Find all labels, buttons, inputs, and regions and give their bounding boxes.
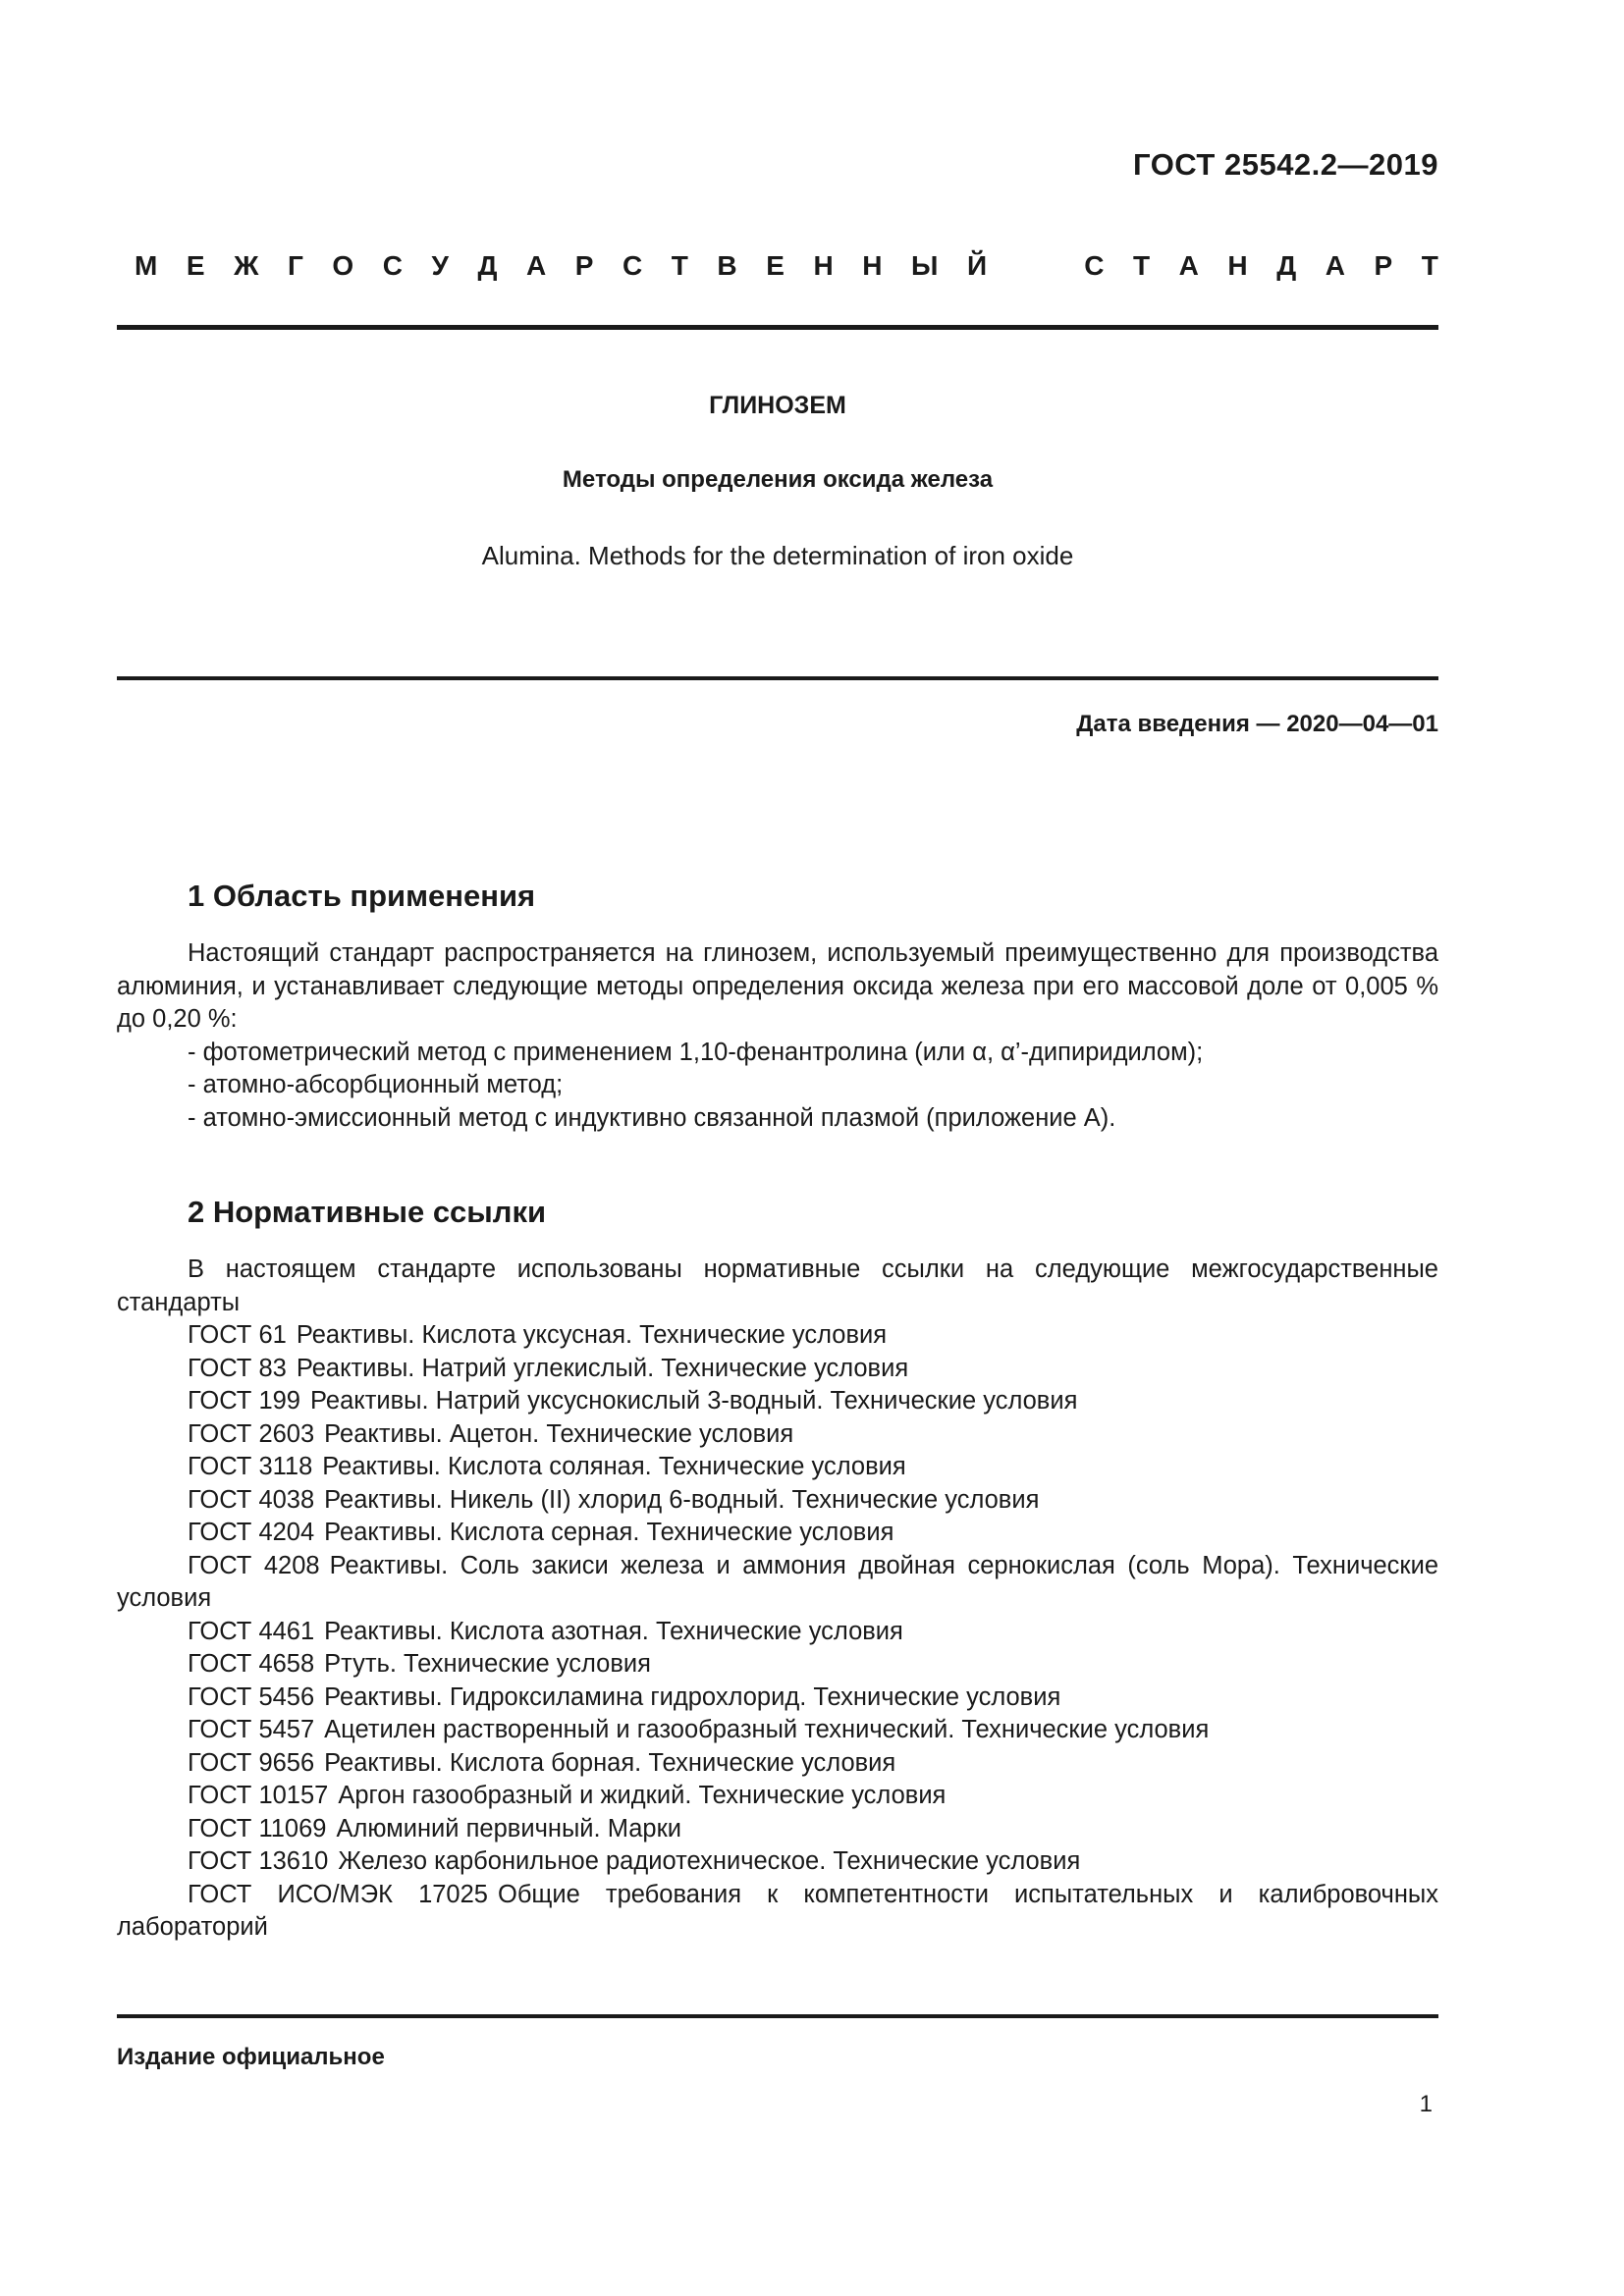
- reference-item: [117, 1484, 1438, 1518]
- banner-letter: Й: [966, 250, 988, 281]
- banner-letter: У: [431, 250, 449, 281]
- page-number: 1: [1419, 2091, 1433, 2117]
- document-title: ГЛИНОЗЕМ: [709, 392, 846, 419]
- reference-code: ГОСТ 5456: [188, 1682, 315, 1711]
- section-2-paragraph: В настоящем стандарте использованы нормативные ссылки на следующие межгосударственные стандарты: [117, 1255, 1438, 1316]
- banner-letter: Р: [574, 250, 594, 281]
- reference-title: Реактивы. Ацетон. Технические условия: [324, 1419, 794, 1448]
- banner-letter: Д: [1276, 250, 1297, 281]
- reference-title: Реактивы. Кислота серная. Технические условия: [324, 1519, 894, 1546]
- reference-title: Реактивы. Натрий уксуснокислый 3-водный. Технические условия: [310, 1387, 1078, 1415]
- reference-code: ГОСТ 10157: [188, 1782, 329, 1809]
- banner-letter: Н: [813, 250, 834, 281]
- banner-letter: О: [332, 250, 354, 281]
- reference-title: Ацетилен растворенный и газообразный технический. Технические условия: [324, 1716, 1210, 1743]
- banner-letter: Ж: [234, 250, 259, 281]
- document-title-english: Alumina. Methods for the determination of iron oxide: [481, 541, 1074, 570]
- banner-letter: Н: [862, 250, 883, 281]
- document-page: [117, 0, 1438, 2296]
- reference-item: [117, 1813, 1438, 1846]
- banner-letter: Е: [186, 250, 205, 281]
- banner-letter: Д: [477, 250, 498, 281]
- section-2-body: [117, 1254, 1438, 1945]
- section-1-paragraph: Настоящий стандарт распространяется на глинозем, используемый преимущественно для производства алюминия, и устанавливает следующие методы определения оксида железа при его массовой доле от 0,005 % до 0,20 %:: [117, 939, 1438, 1033]
- banner-letter: Ы: [911, 250, 939, 281]
- reference-item: [117, 1714, 1438, 1747]
- reference-item: [117, 1682, 1438, 1715]
- section-2-heading: 2 Нормативные ссылки: [188, 1195, 547, 1229]
- document-subtitle: Методы определения оксида железа: [562, 466, 994, 493]
- banner-letter: Т: [671, 250, 688, 281]
- list-item: - фотометрический метод с применением 1,10-фенантролина (или α, α’-дипиридилом);: [188, 1038, 1204, 1066]
- banner-letter: Т: [1421, 250, 1438, 281]
- reference-code: ГОСТ 13610: [188, 1847, 329, 1875]
- reference-item: [117, 1845, 1438, 1879]
- reference-code: ГОСТ 4038: [188, 1485, 315, 1514]
- reference-code: ГОСТ 199: [188, 1387, 300, 1415]
- bottom-rule: [117, 2014, 1438, 2018]
- reference-title: Реактивы. Кислота соляная. Технические условия: [322, 1453, 906, 1480]
- introduction-date: Дата введения — 2020—04—01: [1076, 711, 1438, 737]
- reference-code: ГОСТ 4658: [188, 1650, 315, 1678]
- banner-letter: С: [1084, 250, 1105, 281]
- banner-letter: Т: [1132, 250, 1151, 281]
- reference-code: ГОСТ 4208: [188, 1551, 320, 1579]
- reference-title: Железо карбонильное радиотехническое. Технические условия: [338, 1847, 1081, 1875]
- banner-letter: Е: [766, 250, 785, 281]
- banner-letter: М: [135, 250, 158, 281]
- reference-title: Реактивы. Кислота азотная. Технические условия: [324, 1617, 903, 1645]
- list-item: - атомно-абсорбционный метод;: [188, 1071, 564, 1098]
- banner-letter: Р: [1374, 250, 1393, 281]
- banner-letter: Н: [1227, 250, 1248, 281]
- reference-title: Реактивы. Гидроксиламина гидрохлорид. Технические условия: [324, 1682, 1061, 1711]
- banner-letter: С: [622, 250, 643, 281]
- reference-code: ГОСТ 9656: [188, 1748, 315, 1777]
- reference-item: [117, 1648, 1438, 1682]
- reference-title: Ртуть. Технические условия: [324, 1650, 651, 1678]
- reference-title: Реактивы. Кислота борная. Технические условия: [324, 1748, 896, 1777]
- list-item: - атомно-эмиссионный метод с индуктивно связанной плазмой (приложение А).: [188, 1103, 1116, 1132]
- reference-item: [117, 1385, 1438, 1418]
- reference-title: Общие требования к компетентности испытательных и калибровочных лабораторий: [117, 1880, 1438, 1941]
- banner-letter: В: [717, 250, 737, 281]
- reference-item: [117, 1747, 1438, 1781]
- reference-code: ГОСТ 4461: [188, 1617, 315, 1645]
- banner-letter: Г: [287, 250, 303, 281]
- banner-letter: С: [382, 250, 403, 281]
- section-1-body: [117, 937, 1438, 1135]
- reference-item: [117, 1616, 1438, 1649]
- reference-item: [117, 1550, 1438, 1616]
- reference-item: [117, 1353, 1438, 1386]
- reference-code: ГОСТ 83: [188, 1354, 287, 1382]
- banner-letter: А: [525, 250, 547, 281]
- reference-code: ГОСТ 11069: [188, 1814, 327, 1842]
- reference-title: Реактивы. Кислота уксусная. Технические условия: [296, 1321, 888, 1349]
- middle-rule: [117, 676, 1438, 680]
- reference-item: [117, 1879, 1438, 1945]
- edition-label: Издание официальное: [117, 2044, 385, 2070]
- standard-designation: ГОСТ 25542.2—2019: [1133, 147, 1438, 182]
- banner-letter: А: [1178, 250, 1199, 281]
- reference-item: [117, 1451, 1438, 1484]
- reference-code: ГОСТ 5457: [188, 1716, 315, 1743]
- reference-title: Реактивы. Соль закиси железа и аммония двойная сернокислая (соль Мора). Технические условия: [117, 1551, 1439, 1612]
- top-rule: [117, 325, 1438, 330]
- banner-word-gap: [1016, 250, 1056, 282]
- reference-title: Аргон газообразный и жидкий. Технические условия: [338, 1782, 947, 1809]
- reference-title: Реактивы. Натрий углекислый. Технические условия: [296, 1354, 909, 1382]
- reference-item: [117, 1517, 1438, 1550]
- reference-code: ГОСТ 4204: [188, 1519, 315, 1546]
- reference-code: ГОСТ ИСО/МЭК 17025: [188, 1880, 488, 1908]
- reference-title: Реактивы. Никель (II) хлорид 6-водный. Технические условия: [324, 1485, 1040, 1514]
- reference-item: [117, 1418, 1438, 1452]
- reference-title: Алюминий первичный. Марки: [336, 1814, 681, 1842]
- reference-item: [117, 1780, 1438, 1813]
- reference-code: ГОСТ 2603: [188, 1419, 315, 1448]
- section-1-heading: 1 Область применения: [188, 879, 536, 913]
- reference-code: ГОСТ 61: [188, 1321, 287, 1349]
- reference-item: [117, 1319, 1438, 1353]
- reference-code: ГОСТ 3118: [188, 1453, 313, 1480]
- banner-letter: А: [1325, 250, 1345, 281]
- standard-type-banner: [135, 250, 1438, 282]
- normative-references-list: [117, 1319, 1438, 1945]
